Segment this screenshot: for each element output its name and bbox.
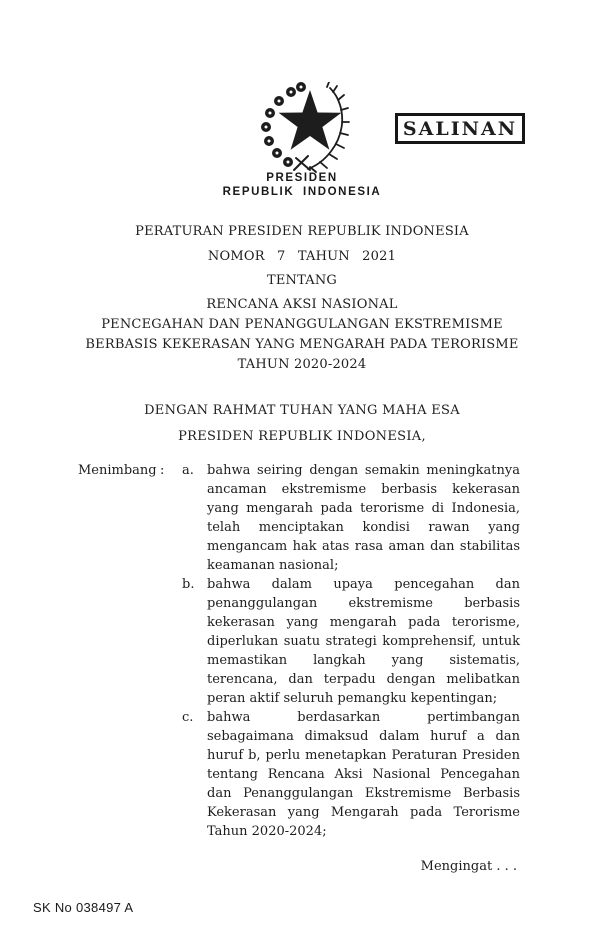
considering-item-c <box>182 708 520 841</box>
title-subject <box>0 295 604 375</box>
item-letter: b. <box>182 577 195 592</box>
item-letter: a. <box>182 463 194 478</box>
title-regulation: PERATURAN PRESIDEN REPUBLIK INDONESIA <box>135 224 469 239</box>
title-subject-line4: TAHUN 2020-2024 <box>237 357 367 372</box>
title-subject-line1: RENCANA AKSI NASIONAL <box>206 297 398 312</box>
preamble-invocation: DENGAN RAHMAT TUHAN YANG MAHA ESA <box>144 403 460 418</box>
print-code: SK No 038497 A <box>33 900 134 915</box>
considering-separator: : <box>160 463 165 478</box>
title-number: NOMOR 7 TAHUN 2021 <box>207 249 397 264</box>
considering-block <box>78 461 520 841</box>
preamble-issuer: PRESIDEN REPUBLIK INDONESIA, <box>178 429 426 444</box>
considering-item-a <box>182 461 520 575</box>
considering-item-b <box>182 575 520 708</box>
letterhead-line1: PRESIDEN <box>266 172 338 184</box>
star-icon <box>279 90 342 150</box>
title-about: TENTANG <box>266 273 338 288</box>
catchword-mengingat: Mengingat . . . <box>420 859 517 874</box>
stems-icon <box>294 156 310 170</box>
presidential-emblem-icon <box>254 82 350 174</box>
item-letter: c. <box>182 710 194 725</box>
letterhead <box>0 171 604 199</box>
title-subject-line3: BERBASIS KEKERASAN YANG MENGARAH PADA TERORISME <box>85 337 519 352</box>
item-text: bahwa seiring dengan semakin meningkatnya ancaman ekstremisme berbasis kekerasan yang mengarah pada terorisme di Indonesia, telah menciptakan kondisi rawan yang mengancam hak atas rasa aman dan stabilitas keamanan nasional; <box>207 463 520 573</box>
considering-items <box>182 461 520 841</box>
item-text: bahwa berdasarkan pertimbangan sebagaimana dimaksud dalam huruf a dan huruf b, perlu menetapkan Peraturan Presiden tentang Rencana Aksi Nasional Pencegahan dan Penanggulangan Ekstremisme Berbasis Kekerasan yang Mengarah pada Terorisme Tahun 2020-2024; <box>207 710 520 839</box>
considering-label: Menimbang <box>78 463 157 478</box>
salinan-stamp: SALINAN <box>395 113 525 144</box>
item-text: bahwa dalam upaya pencegahan dan penanggulangan ekstremisme berbasis kekerasan yang mengarah pada terorisme, diperlukan suatu strategi komprehensif, untuk memastikan langkah yang sistematis, terencana, dan terpadu dengan melibatkan peran aktif seluruh pemangku kepentingan; <box>207 577 520 706</box>
letterhead-line2: REPUBLIK INDONESIA <box>222 186 382 198</box>
title-subject-line2: PENCEGAHAN DAN PENANGGULANGAN EKSTREMISME <box>101 317 503 332</box>
